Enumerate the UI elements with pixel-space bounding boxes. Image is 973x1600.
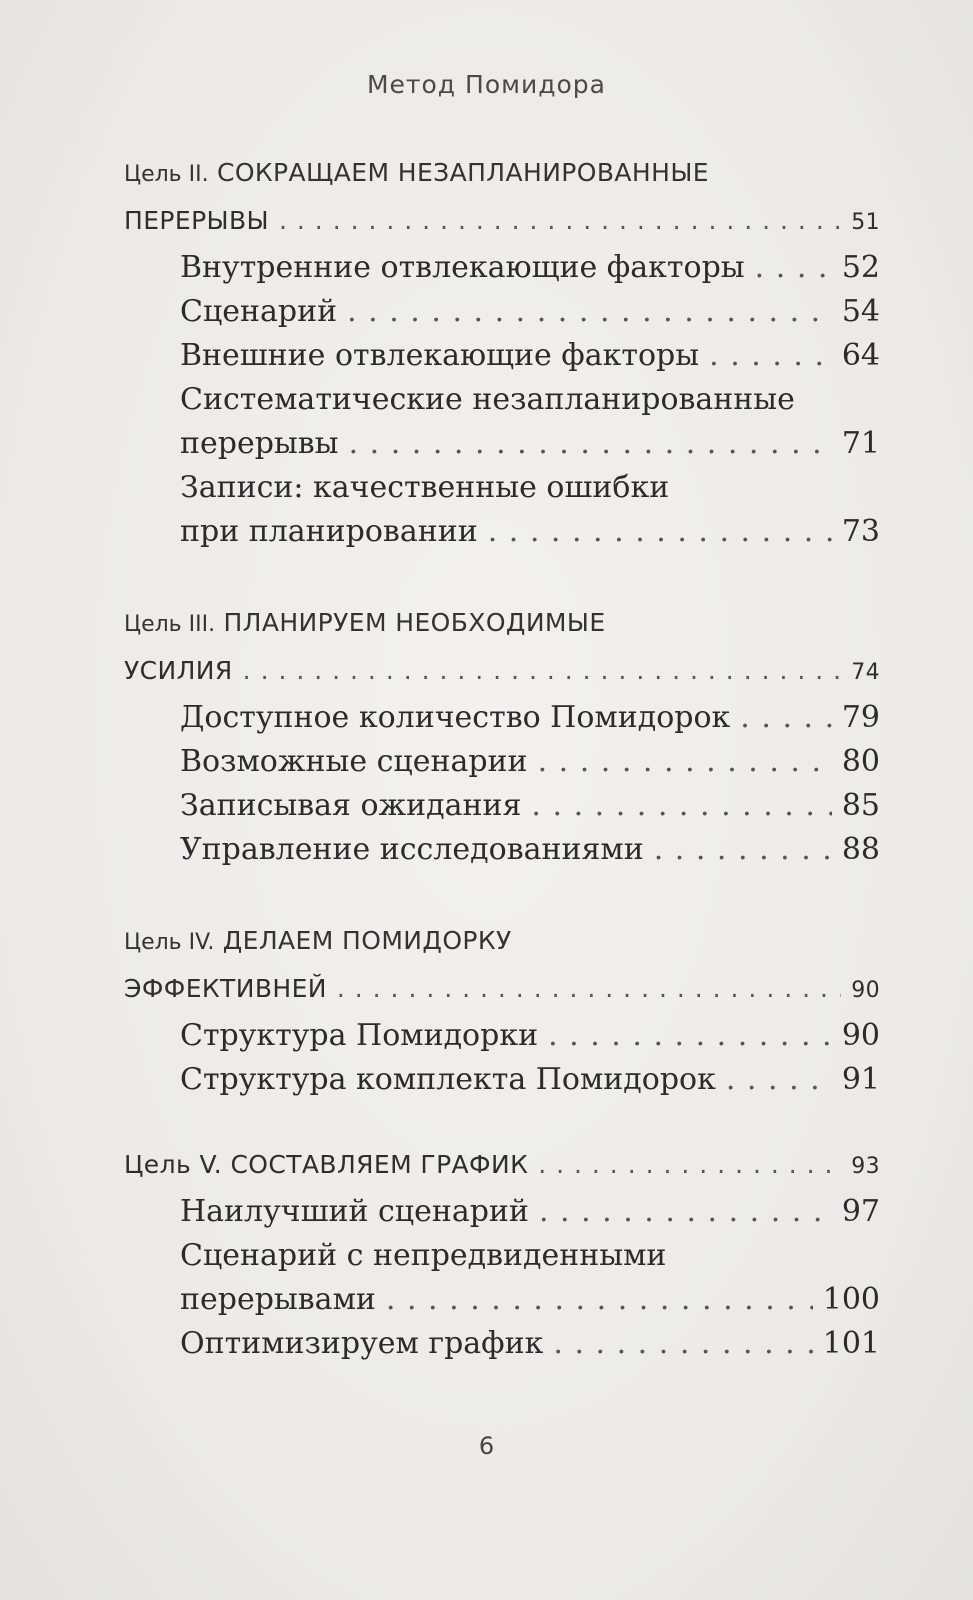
toc-entry[interactable] — [180, 334, 880, 378]
entry-title: Возможные сценарии — [180, 744, 528, 779]
entry-page-number: 90 — [841, 1018, 880, 1053]
chapter-label: Цель IV. — [124, 930, 215, 955]
entry-title: Внешние отвлекающие факторы — [180, 338, 700, 373]
chapter-title: СОКРАЩАЕМ НЕЗАПЛАНИРОВАННЫЕ — [216, 158, 709, 187]
chapter-title-line — [124, 600, 880, 648]
entry-page-number: 101 — [822, 1326, 880, 1361]
entry-page-number: 54 — [841, 294, 880, 329]
entry-page-number: 97 — [841, 1194, 880, 1229]
entry-page-number: 73 — [841, 514, 880, 549]
dot-leader — [488, 510, 832, 554]
toc-entries — [180, 1190, 880, 1366]
entry-title-line1: Записи: качественные ошибки — [180, 470, 670, 505]
toc-entry[interactable] — [180, 740, 880, 784]
entry-page-number: 85 — [841, 788, 880, 823]
toc-entry-multiline[interactable] — [180, 466, 880, 554]
entry-page-number: 80 — [841, 744, 880, 779]
entry-title: Внутренние отвлекающие факторы — [180, 250, 745, 285]
chapter-page-number: 74 — [851, 660, 880, 685]
toc-entry[interactable] — [180, 1058, 880, 1102]
dot-leader — [243, 648, 842, 694]
entry-title-line1: Систематические незапланированные — [180, 382, 795, 417]
dot-leader — [349, 422, 832, 466]
entry-title: Управление исследованиями — [180, 832, 644, 867]
toc-entry-multiline[interactable] — [180, 1234, 880, 1322]
entry-page-number: 71 — [841, 426, 880, 461]
toc-section-goal-5 — [124, 1142, 880, 1366]
dot-leader — [279, 198, 841, 244]
chapter-label: Цель III. — [124, 612, 216, 637]
toc-section-goal-4 — [124, 918, 880, 1102]
table-of-contents — [124, 150, 880, 1412]
dot-leader — [553, 1322, 812, 1366]
dot-leader — [709, 334, 832, 378]
toc-entries — [180, 1014, 880, 1102]
toc-entry[interactable] — [180, 246, 880, 290]
entry-title-line2: перерывами — [180, 1282, 376, 1317]
toc-entry[interactable] — [180, 1014, 880, 1058]
chapter-title-continued: УСИЛИЯ — [124, 656, 233, 685]
chapter-title-line — [124, 1142, 528, 1188]
toc-entry[interactable] — [180, 1190, 880, 1234]
toc-section-goal-2 — [124, 150, 880, 554]
chapter-page-number: 93 — [851, 1154, 880, 1179]
entry-title: Структура комплекта Помидорок — [180, 1062, 716, 1097]
toc-entries — [180, 246, 880, 554]
entry-title: Оптимизируем график — [180, 1326, 544, 1361]
toc-section-goal-3 — [124, 600, 880, 872]
dot-leader — [548, 1014, 832, 1058]
chapter-title: ДЕЛАЕМ ПОМИДОРКУ — [222, 926, 512, 955]
toc-entries — [180, 696, 880, 872]
entry-title: Наилучший сценарий — [180, 1194, 529, 1229]
chapter-title-line — [124, 918, 880, 966]
chapter-row[interactable] — [124, 1142, 880, 1190]
chapter-label: Цель V. — [124, 1150, 223, 1179]
dot-leader — [755, 246, 832, 290]
entry-title: Доступное количество Помидорок — [180, 700, 731, 735]
chapter-title: ПЛАНИРУЕМ НЕОБХОДИМЫЕ — [223, 608, 606, 637]
dot-leader — [740, 696, 832, 740]
chapter-row[interactable] — [124, 966, 880, 1014]
dot-leader — [337, 966, 841, 1012]
toc-entry[interactable] — [180, 784, 880, 828]
toc-entry[interactable] — [180, 696, 880, 740]
dot-leader — [538, 1142, 841, 1188]
chapter-title-continued: ЭФФЕКТИВНЕЙ — [124, 974, 327, 1003]
entry-page-number: 64 — [841, 338, 880, 373]
dot-leader — [347, 290, 832, 334]
entry-title-line2: перерывы — [180, 426, 339, 461]
chapter-row[interactable] — [124, 648, 880, 696]
dot-leader — [386, 1278, 813, 1322]
toc-entry[interactable] — [180, 290, 880, 334]
dot-leader — [531, 784, 831, 828]
entry-title: Структура Помидорки — [180, 1018, 539, 1053]
toc-entry-multiline[interactable] — [180, 378, 880, 466]
running-head: Метод Помидора — [366, 70, 606, 99]
chapter-label: Цель II. — [124, 162, 209, 187]
dot-leader — [654, 828, 832, 872]
entry-page-number: 52 — [841, 250, 880, 285]
page-number: 6 — [478, 1432, 495, 1460]
entry-page-number: 79 — [841, 700, 880, 735]
entry-page-number: 88 — [841, 832, 880, 867]
entry-title: Записывая ожидания — [180, 788, 522, 823]
entry-title-line1: Сценарий с непредвиденными — [180, 1238, 667, 1273]
dot-leader — [726, 1058, 832, 1102]
dot-leader — [539, 1190, 832, 1234]
chapter-title: СОСТАВЛЯЕМ ГРАФИК — [230, 1150, 529, 1179]
entry-title: Сценарий — [180, 294, 338, 329]
entry-title-line2: при планировании — [180, 514, 478, 549]
chapter-row[interactable] — [124, 198, 880, 246]
entry-page-number: 100 — [822, 1282, 880, 1317]
toc-entry[interactable] — [180, 828, 880, 872]
chapter-title-line — [124, 150, 880, 198]
toc-entry[interactable] — [180, 1322, 880, 1366]
dot-leader — [538, 740, 832, 784]
chapter-page-number: 90 — [851, 978, 880, 1003]
chapter-title-continued: ПЕРЕРЫВЫ — [124, 206, 270, 235]
entry-page-number: 91 — [841, 1062, 880, 1097]
chapter-page-number: 51 — [851, 210, 880, 235]
